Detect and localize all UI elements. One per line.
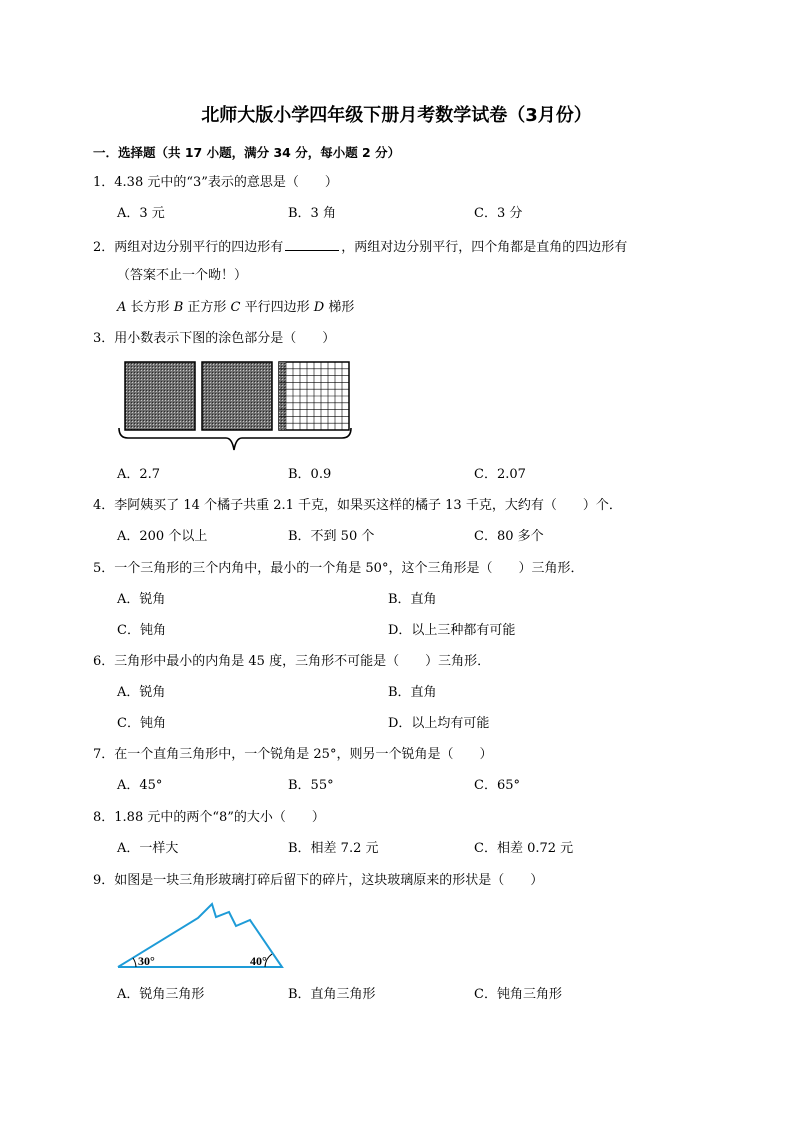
question-5: 5．一个三角形的三个内角中，最小的一个角是 50°，这个三角形是（ ）三角形． bbox=[93, 561, 584, 576]
q2-option-a: 长方形 bbox=[130, 300, 170, 315]
q2-option-d-letter: D bbox=[313, 300, 325, 315]
left-angle-label: 30° bbox=[138, 954, 155, 968]
q9-option-c: C．钝角三角形 bbox=[474, 987, 562, 1002]
q1-option-a: A．3 元 bbox=[117, 206, 165, 221]
q7-option-a: A．45° bbox=[117, 778, 163, 793]
hundred-grid bbox=[279, 362, 349, 430]
question-7: 7．在一个直角三角形中，一个锐角是 25°，则另一个锐角是（ ） bbox=[93, 747, 493, 762]
decimal-grid-figure bbox=[114, 358, 354, 454]
page-title: 北师大版小学四年级下册月考数学试卷（3月份） bbox=[201, 105, 592, 126]
q7-option-b: B．55° bbox=[288, 778, 334, 793]
right-angle-label: 40° bbox=[250, 954, 267, 968]
q4-option-a: A．200 个以上 bbox=[117, 529, 208, 544]
q2-stem-part1: 2．两组对边分别平行的四边形有 bbox=[93, 240, 284, 255]
q4-option-b: B．不到 50 个 bbox=[288, 529, 375, 544]
q1-option-c: C．3 分 bbox=[474, 206, 523, 221]
q5-option-d: D．以上三种都有可能 bbox=[388, 623, 516, 638]
q8-option-c: C．相差 0.72 元 bbox=[474, 841, 574, 856]
q2-option-a-letter: A bbox=[117, 300, 127, 315]
q8-option-a: A．一样大 bbox=[117, 841, 179, 856]
q8-option-b: B．相差 7.2 元 bbox=[288, 841, 379, 856]
broken-glass-figure bbox=[112, 900, 288, 972]
q6-option-b: B．直角 bbox=[388, 685, 437, 700]
q5-option-b: B．直角 bbox=[388, 592, 437, 607]
question-3: 3．用小数表示下图的涂色部分是（ ） bbox=[93, 331, 336, 346]
question-4: 4．李阿姨买了 14 个橘子共重 2.1 千克，如果买这样的橘子 13 千克，大约有（ ）个． bbox=[93, 498, 622, 513]
q3-option-a: A．2.7 bbox=[117, 467, 161, 482]
q2-option-d: 梯形 bbox=[328, 300, 355, 315]
shaded-square-2 bbox=[202, 362, 272, 430]
q2-note: （答案不止一个呦！） bbox=[117, 268, 248, 283]
q2-option-b-letter: B bbox=[173, 300, 184, 315]
q2-option-c: 平行四边形 bbox=[244, 300, 310, 315]
q4-option-c: C．80 多个 bbox=[474, 529, 544, 544]
question-9: 9．如图是一块三角形玻璃打碎后留下的碎片，这块玻璃原来的形状是（ ） bbox=[93, 873, 544, 888]
curly-brace bbox=[119, 428, 351, 450]
q3-option-b: B．0.9 bbox=[288, 467, 332, 482]
question-2 bbox=[93, 238, 627, 256]
section-heading: 一．选择题（共 17 小题，满分 34 分，每小题 2 分） bbox=[93, 145, 401, 160]
q6-option-c: C．钝角 bbox=[117, 716, 166, 731]
q2-option-b: 正方形 bbox=[187, 300, 227, 315]
shaded-square-1 bbox=[125, 362, 195, 430]
q2-option-c-letter: C bbox=[230, 300, 241, 315]
q2-stem-part2: ，两组对边分别平行，四个角都是直角的四边形有 bbox=[341, 240, 628, 255]
q1-option-b: B．3 角 bbox=[288, 206, 336, 221]
question-1: 1．4.38 元中的“3”表示的意思是（ ） bbox=[93, 175, 338, 190]
q3-option-c: C．2.07 bbox=[474, 467, 526, 482]
q5-option-c: C．钝角 bbox=[117, 623, 166, 638]
answer-blank bbox=[285, 238, 339, 251]
question-6: 6．三角形中最小的内角是 45 度，三角形不可能是（ ）三角形． bbox=[93, 654, 491, 669]
q9-option-a: A．锐角三角形 bbox=[117, 987, 205, 1002]
q9-option-b: B．直角三角形 bbox=[288, 987, 376, 1002]
q6-option-d: D．以上均有可能 bbox=[388, 716, 490, 731]
q5-option-a: A．锐角 bbox=[117, 592, 166, 607]
q7-option-c: C．65° bbox=[474, 778, 520, 793]
q2-options bbox=[117, 300, 354, 316]
q6-option-a: A．锐角 bbox=[117, 685, 166, 700]
question-8: 8．1.88 元中的两个“8”的大小（ ） bbox=[93, 810, 325, 825]
